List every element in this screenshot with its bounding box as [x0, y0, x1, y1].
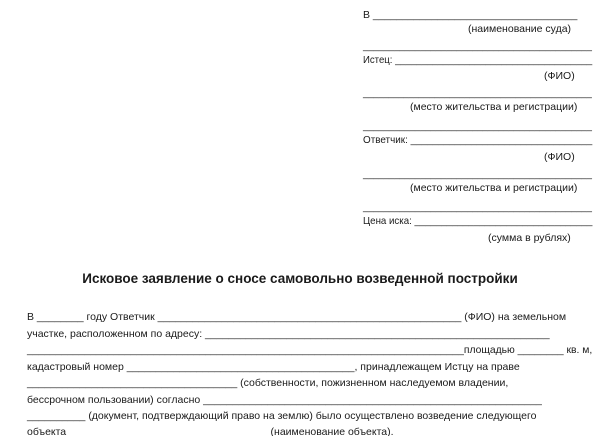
header-defendant-address-caption: (место жительства и регистрации): [410, 182, 578, 194]
body-line-5: ____________________________________ (собственности, пожизненном наследуемом владении,: [27, 377, 509, 389]
header-blank-line-5: ____________________________________________: [363, 201, 592, 213]
header-plaintiff-line: Истец: _____________________________________: [363, 54, 593, 66]
body-line-7: __________ (документ, подтверждающий право на землю) было осуществлено возведение следующего: [27, 410, 537, 422]
body-line-3: ____________________________________________________________________________площадью ________ кв. м,: [27, 344, 593, 356]
body-line-6: бессрочном пользовании) согласно __________________________________________________________: [27, 394, 542, 406]
header-claim-price-line: Цена иска: _________________________________: [363, 215, 593, 227]
body-line-4: кадастровый номер _______________________________________, принадлежащем Истцу на праве: [27, 361, 520, 373]
header-court-caption: (наименование суда): [468, 23, 572, 35]
body-line-2: участке, расположенном по адресу: ___________________________________________________________: [27, 328, 550, 340]
body-line-8: объекта __________________________________ (наименование объекта).: [27, 426, 394, 436]
header-plaintiff-address-caption: (место жительства и регистрации): [410, 101, 578, 113]
header-claim-price-caption: (сумма в рублях): [488, 232, 571, 244]
header-court-line: В ___________________________________: [363, 9, 578, 21]
header-blank-line-4: ____________________________________________: [363, 168, 592, 180]
header-blank-line-1: ____________________________________________: [363, 40, 592, 52]
header-blank-line-3: ____________________________________________: [363, 120, 592, 132]
header-defendant-fio-caption: (ФИО): [544, 151, 575, 163]
header-blank-line-2: _____________________________________________: [363, 87, 592, 99]
header-defendant-line: Ответчик: _________________________________: [363, 134, 593, 146]
document-title: Исковое заявление о сносе самовольно возведенной постройки: [82, 271, 518, 286]
header-plaintiff-fio-caption: (ФИО): [544, 70, 575, 82]
body-line-1: В ________ году Ответчик ____________________________________________________ (ФИО) на земельном: [27, 311, 567, 323]
